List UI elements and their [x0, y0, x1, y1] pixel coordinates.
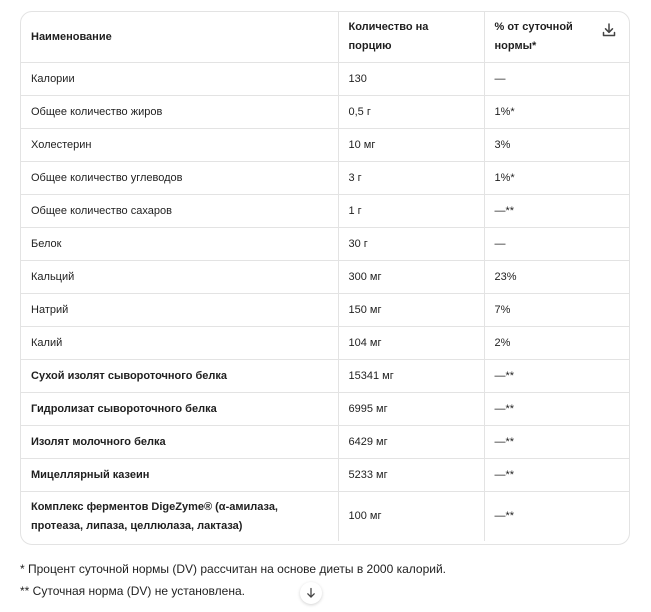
cell-name: Сухой изолят сывороточного белка [21, 360, 338, 393]
cell-amount: 100 мг [338, 492, 484, 542]
cell-amount: 130 [338, 63, 484, 96]
cell-dv: —** [484, 492, 629, 542]
cell-dv: 1%* [484, 96, 629, 129]
cell-amount: 300 мг [338, 261, 484, 294]
cell-amount: 30 г [338, 228, 484, 261]
cell-name: Изолят молочного белка [21, 426, 338, 459]
table-row [21, 261, 629, 294]
cell-name: Белок [21, 228, 338, 261]
cell-amount: 150 мг [338, 294, 484, 327]
cell-dv: —** [484, 360, 629, 393]
cell-name: Гидролизат сывороточного белка [21, 393, 338, 426]
cell-dv: — [484, 228, 629, 261]
cell-name: Общее количество углеводов [21, 162, 338, 195]
arrow-down-icon [305, 587, 317, 599]
cell-name: Натрий [21, 294, 338, 327]
table-header-row [21, 12, 629, 63]
cell-name: Общее количество жиров [21, 96, 338, 129]
cell-dv: 3% [484, 129, 629, 162]
cell-name: Калий [21, 327, 338, 360]
table-row [21, 195, 629, 228]
cell-name: Мицеллярный казеин [21, 459, 338, 492]
cell-amount: 3 г [338, 162, 484, 195]
cell-dv: — [484, 63, 629, 96]
header-name: Наименование [21, 12, 338, 63]
cell-dv: 2% [484, 327, 629, 360]
cell-dv: 1%* [484, 162, 629, 195]
table-row [21, 63, 629, 96]
table-row [21, 129, 629, 162]
download-button[interactable] [597, 18, 621, 42]
cell-dv: 23% [484, 261, 629, 294]
cell-amount: 0,5 г [338, 96, 484, 129]
nutrition-table-container [20, 11, 630, 545]
cell-name: Калории [21, 63, 338, 96]
cell-name: Холестерин [21, 129, 338, 162]
cell-amount: 10 мг [338, 129, 484, 162]
cell-amount: 6995 мг [338, 393, 484, 426]
table-row [21, 327, 629, 360]
cell-dv: —** [484, 393, 629, 426]
cell-amount: 6429 мг [338, 426, 484, 459]
cell-amount: 15341 мг [338, 360, 484, 393]
cell-dv: —** [484, 459, 629, 492]
footnote-dv: * Процент суточной нормы (DV) рассчитан на основе диеты в 2000 калорий. [20, 562, 446, 576]
table-row [21, 360, 629, 393]
cell-amount: 5233 мг [338, 459, 484, 492]
nutrition-table [21, 12, 629, 541]
cell-dv: —** [484, 426, 629, 459]
table-row [21, 228, 629, 261]
table-row [21, 393, 629, 426]
table-row [21, 162, 629, 195]
cell-dv: 7% [484, 294, 629, 327]
cell-name: Кальций [21, 261, 338, 294]
header-amount: Количество на порцию [338, 12, 484, 63]
table-row [21, 96, 629, 129]
header-dv: % от суточной нормы* [484, 12, 629, 63]
table-row [21, 426, 629, 459]
table-row [21, 294, 629, 327]
footnotes [20, 558, 446, 602]
table-row [21, 459, 629, 492]
cell-amount: 104 мг [338, 327, 484, 360]
footnote-not-established: ** Суточная норма (DV) не установлена. [20, 584, 245, 598]
cell-amount: 1 г [338, 195, 484, 228]
cell-name: Комплекс ферментов DigeZyme® (α-амилаза, протеаза, липаза, целлюлаза, лактаза) [31, 500, 278, 532]
cell-dv: —** [484, 195, 629, 228]
cell-name: Общее количество сахаров [21, 195, 338, 228]
scroll-down-button[interactable] [300, 582, 322, 604]
download-icon [601, 22, 617, 38]
table-row [21, 492, 629, 542]
